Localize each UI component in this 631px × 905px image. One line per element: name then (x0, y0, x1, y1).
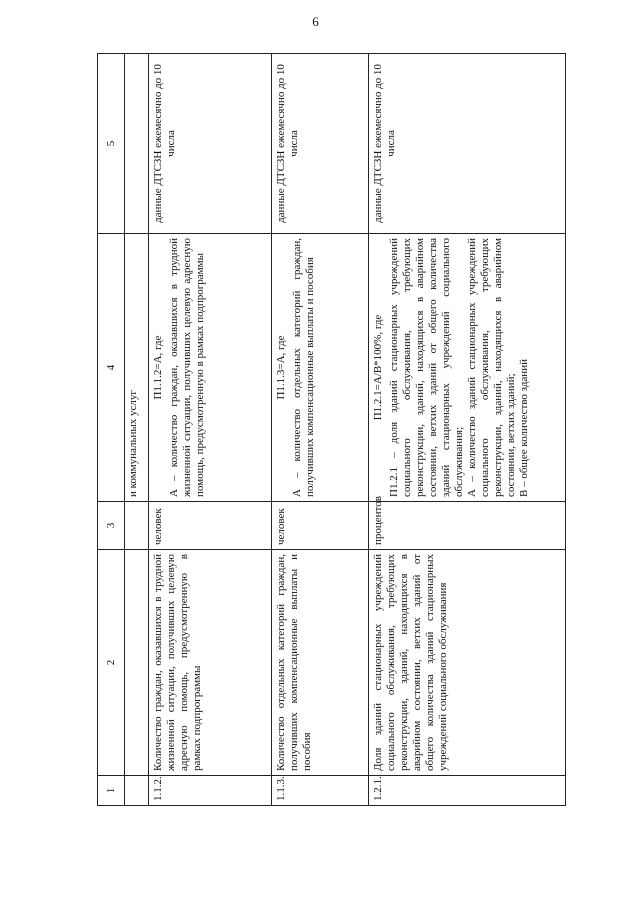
section-label: и коммунальных услуг (125, 234, 149, 502)
formula-cell (149, 234, 272, 502)
formula-definition: А – количество граждан, оказавшихся в трудной жизненной ситуации, получивших целевую адресную помощь, предусмотренную в рамках подпрограммы (168, 238, 206, 497)
formula: П1.2.1=А/В*100%, где (372, 314, 384, 421)
data-source: данные ДТСЗН ежемесячно до 10 числа (369, 54, 566, 234)
section-empty-cell (125, 776, 149, 806)
formula-cell (272, 234, 369, 502)
table-row (272, 54, 369, 806)
column-unit-header: 3 (98, 502, 125, 550)
data-source: данные ДТСЗН ежемесячно до 10 числа (272, 54, 369, 234)
table-row (149, 54, 272, 806)
column-number-header: 1 (98, 776, 125, 806)
column-indicator-header: 2 (98, 550, 125, 776)
row-number: 1.2.1. (369, 776, 566, 806)
rotated-table-wrapper (97, 54, 548, 806)
unit-of-measure: человек (272, 502, 369, 550)
formula: П1.1.2=А, где (152, 335, 164, 400)
row-number: 1.1.2. (149, 776, 272, 806)
formula-definition: П1.2.1 – доля зданий стационарных учреждений социального обслуживания, требующих реконструкции, зданий, находящихся в аварийном состоянии, ветхих зданий от общего количества зданий стационарных учреждений социального обслуживания; А – количество зданий стационарных учреждений социального обслуживания, требующих реконструкции, зданий, находящихся в аварийном состоянии, ветхих зданий; В – общее количество зданий (388, 238, 530, 497)
row-number: 1.1.3. (272, 776, 369, 806)
indicator-name: Количество граждан, оказавшихся в трудной жизненной ситуации, получивших целевую адресную помощь, предусмотренную в рамках подпрограммы (149, 550, 272, 776)
data-source: данные ДТСЗН ежемесячно до 10 числа (149, 54, 272, 234)
indicator-name: Доля зданий стационарных учреждений социального обслуживания, требующих реконструкции, зданий, находящихся в аварийном состоянии, ветхих зданий от общего количества зданий стационарных учреждений социального обслуживания (369, 550, 566, 776)
section-empty-cell (125, 502, 149, 550)
formula-cell (369, 234, 566, 502)
formula-definition: А – количество отдельных категорий граждан, получивших компенсационные выплаты и пособия (291, 238, 316, 497)
table-header-row (98, 54, 125, 806)
table-row (369, 54, 566, 806)
section-empty-cell (125, 550, 149, 776)
column-formula-header: 4 (98, 234, 125, 502)
page-number: 6 (312, 14, 319, 29)
formula: П1.1.3=А, где (275, 335, 287, 400)
section-row (125, 54, 149, 806)
unit-of-measure: человек (149, 502, 272, 550)
indicator-name: Количество отдельных категорий граждан, получивших компенсационные выплаты и пособия (272, 550, 369, 776)
column-source-header: 5 (98, 54, 125, 234)
section-empty-cell (125, 54, 149, 234)
unit-of-measure: процентов (369, 502, 566, 550)
indicators-table (97, 53, 566, 806)
